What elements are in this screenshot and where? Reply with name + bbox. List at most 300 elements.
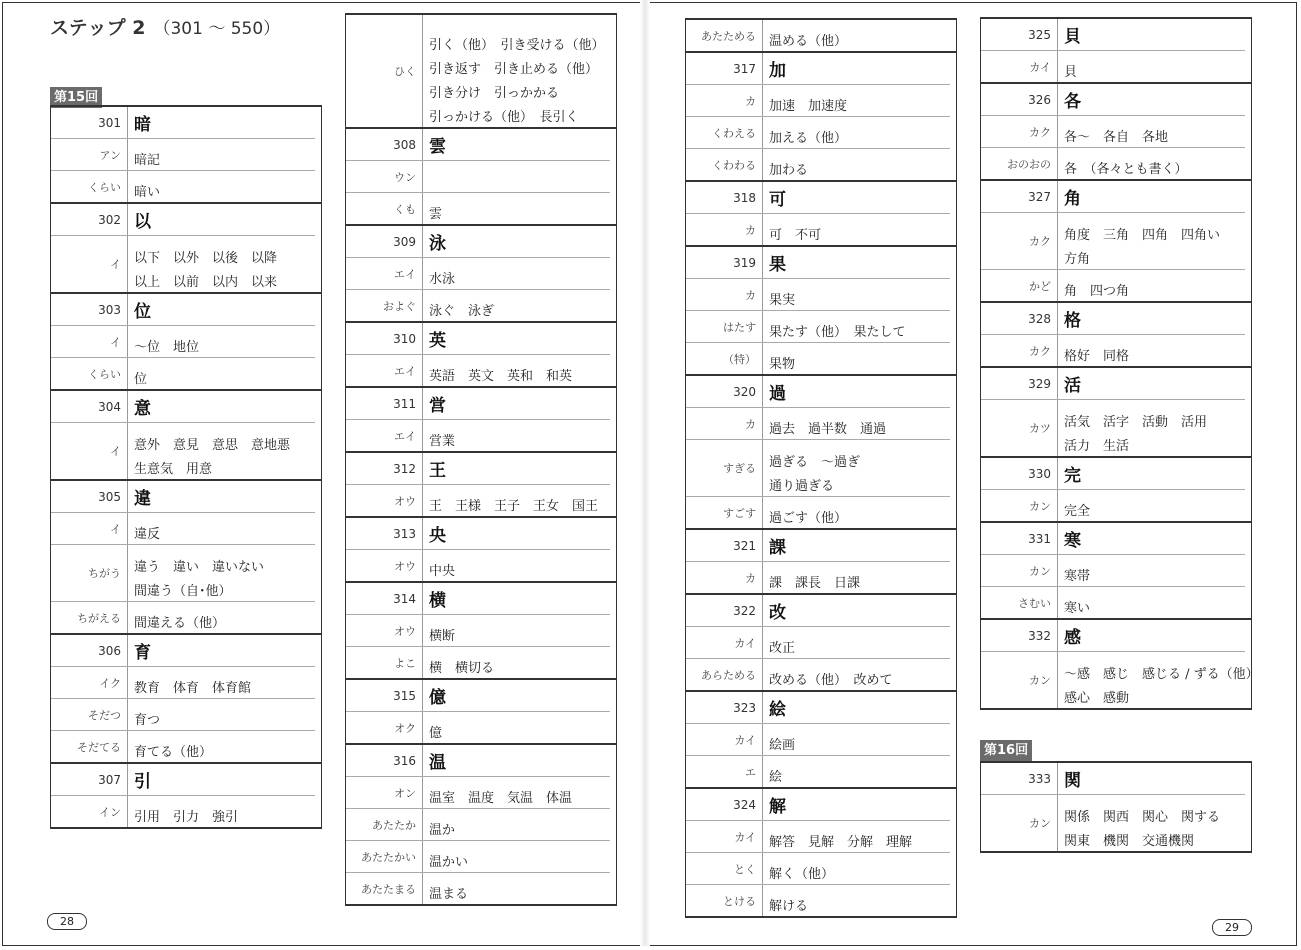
reading-label: はたす — [723, 320, 756, 334]
example-words — [127, 326, 315, 357]
example-line: 果実 — [769, 293, 796, 308]
kanji-entry — [346, 15, 616, 129]
reading-label: あたためる — [701, 29, 756, 43]
reading-row — [51, 138, 315, 170]
example-words — [1057, 652, 1259, 708]
example-words — [762, 853, 950, 884]
kanji-header-row — [686, 182, 956, 213]
reading-row — [686, 884, 950, 916]
example-words — [422, 841, 610, 872]
kanji-entry — [346, 583, 616, 680]
kanji-number: 301 — [98, 115, 121, 130]
reading-row — [346, 614, 610, 646]
kanji-entry — [346, 680, 616, 745]
kanji-number: 314 — [393, 591, 416, 606]
example-line: 雲 — [429, 207, 443, 222]
example-words — [422, 193, 610, 224]
kanji-entry — [346, 745, 616, 904]
kanji-entry — [346, 226, 616, 323]
example-line: 角度 三角 四角 四角い — [1064, 228, 1221, 243]
example-line: 暗い — [134, 185, 161, 200]
example-line: 以上 以前 以内 以来 — [134, 275, 278, 290]
kanji-character: 完 — [1057, 458, 1251, 489]
reading-row — [51, 601, 315, 633]
kanji-character: 温 — [422, 745, 616, 776]
reading-row — [981, 147, 1245, 179]
kanji-character: 引 — [127, 764, 321, 795]
reading-label: かど — [1029, 279, 1051, 293]
kanji-entry — [686, 789, 956, 916]
book-gutter — [640, 0, 650, 946]
lesson-label-15: 第15回 — [50, 87, 102, 108]
example-words — [422, 161, 610, 192]
example-words — [762, 149, 950, 180]
reading-label: カク — [1029, 125, 1051, 139]
example-line: 間違う（自･他） — [134, 584, 232, 599]
kanji-entry — [981, 303, 1251, 368]
kanji-entry — [981, 19, 1251, 84]
example-words — [422, 647, 610, 678]
kanji-character: 泳 — [422, 226, 616, 257]
reading-label: エイ — [394, 429, 416, 443]
kanji-entry — [51, 294, 321, 391]
kanji-header-row — [981, 620, 1251, 651]
reading-label: エイ — [394, 364, 416, 378]
example-line: 感心 感動 — [1064, 691, 1130, 706]
reading-label: およぐ — [383, 299, 416, 313]
kanji-entry — [346, 518, 616, 583]
kanji-character: 関 — [1057, 763, 1251, 794]
example-line: 泳ぐ 泳ぎ — [429, 304, 495, 319]
kanji-header-row — [346, 745, 616, 776]
example-words — [127, 731, 315, 762]
kanji-entry — [686, 182, 956, 247]
step-title: ステップ 2 — [50, 17, 146, 39]
kanji-entry — [51, 107, 321, 204]
reading-label: アン — [99, 148, 121, 162]
example-words — [1057, 51, 1245, 82]
kanji-number: 317 — [733, 61, 756, 76]
reading-label: オウ — [394, 559, 416, 573]
kanji-table-col3 — [685, 18, 957, 918]
kanji-character: 横 — [422, 583, 616, 614]
example-words — [422, 355, 610, 386]
example-words — [762, 497, 950, 528]
kanji-header-row — [51, 481, 321, 512]
reading-label: カク — [1029, 235, 1051, 248]
reading-row — [686, 723, 950, 755]
reading-label: すぎる — [723, 462, 756, 475]
kanji-number: 323 — [733, 700, 756, 715]
kanji-number: 306 — [98, 643, 121, 658]
example-words — [762, 724, 950, 755]
kanji-header-row — [686, 530, 956, 561]
reading-label: カイ — [734, 636, 756, 650]
kanji-header-row — [51, 107, 321, 138]
reading-row — [981, 554, 1245, 586]
kanji-entry — [686, 376, 956, 530]
kanji-header-row — [346, 388, 616, 419]
kanji-number: 330 — [1028, 466, 1051, 481]
reading-label: カ — [745, 571, 756, 585]
reading-row — [686, 407, 950, 439]
example-line: 中央 — [429, 564, 456, 579]
kanji-character: 違 — [127, 481, 321, 512]
reading-row — [51, 730, 315, 762]
example-line: 横 横切る — [429, 661, 495, 676]
reading-label: カ — [745, 288, 756, 302]
example-line: 可 不可 — [769, 228, 822, 243]
example-line: 違う 違い 違いない — [134, 560, 265, 575]
reading-label: カ — [745, 417, 756, 431]
reading-row — [51, 357, 315, 389]
kanji-entry — [51, 764, 321, 827]
kanji-header-row — [346, 680, 616, 711]
example-line: 間違える（他） — [134, 616, 226, 631]
reading-row — [51, 795, 315, 827]
step-range: （301 〜 550） — [153, 19, 281, 39]
kanji-number: 303 — [98, 302, 121, 317]
kanji-header-row — [346, 583, 616, 614]
reading-label: イ — [110, 445, 121, 458]
example-words — [762, 311, 950, 342]
kanji-character: 英 — [422, 323, 616, 354]
kanji-number: 307 — [98, 772, 121, 787]
example-line: 温める（他） — [769, 34, 848, 49]
kanji-header-row — [346, 453, 616, 484]
step-heading — [50, 13, 280, 40]
reading-row — [51, 325, 315, 357]
kanji-entry — [981, 458, 1251, 523]
kanji-header-row — [346, 129, 616, 160]
example-words — [422, 420, 610, 451]
reading-row — [346, 289, 610, 321]
example-line: 改正 — [769, 641, 796, 656]
kanji-character: 加 — [762, 53, 956, 84]
example-words — [1057, 116, 1245, 147]
kanji-entry — [686, 247, 956, 376]
reading-row — [346, 872, 610, 904]
reading-label: あらためる — [701, 668, 756, 682]
reading-row — [51, 512, 315, 544]
example-line: 王 王様 王子 王女 国王 — [429, 499, 599, 514]
example-line: 育つ — [134, 713, 161, 728]
example-line: 引き分け 引っかかる — [429, 86, 560, 101]
example-line: 過ごす（他） — [769, 511, 848, 526]
example-words — [127, 139, 315, 170]
reading-label: オウ — [394, 494, 416, 508]
kanji-header-row — [346, 323, 616, 354]
example-words — [422, 15, 616, 127]
kanji-table-col2 — [345, 13, 617, 906]
reading-label: オク — [394, 721, 416, 735]
reading-row — [346, 160, 610, 192]
example-words — [422, 615, 610, 646]
example-line: 寒い — [1064, 601, 1091, 616]
example-words — [762, 885, 950, 916]
kanji-entry — [981, 84, 1251, 181]
example-line: 〜感 感じ 感じる / ずる（他） — [1064, 667, 1259, 682]
reading-row — [981, 651, 1259, 708]
example-line: 育てる（他） — [134, 745, 213, 760]
kanji-header-row — [981, 19, 1251, 50]
kanji-number: 304 — [98, 399, 121, 414]
example-line: 温まる — [429, 887, 469, 902]
kanji-entry — [346, 323, 616, 388]
reading-label: カイ — [734, 830, 756, 844]
reading-label: イ — [110, 335, 121, 349]
kanji-number: 322 — [733, 603, 756, 618]
kanji-character: 果 — [762, 247, 956, 278]
example-line: 各 （各々とも書く） — [1064, 162, 1188, 177]
kanji-number: 305 — [98, 489, 121, 504]
kanji-entry — [686, 20, 956, 53]
kanji-header-row — [981, 368, 1251, 399]
example-line: 〜位 地位 — [134, 340, 200, 355]
reading-row — [51, 235, 315, 292]
example-words — [1057, 400, 1245, 456]
kanji-entry — [981, 368, 1251, 458]
reading-row — [686, 84, 950, 116]
reading-row — [686, 496, 950, 528]
reading-row — [686, 820, 950, 852]
reading-row — [686, 658, 950, 690]
kanji-entry — [346, 453, 616, 518]
example-words — [422, 809, 610, 840]
example-line: 加える（他） — [769, 131, 848, 146]
reading-row — [346, 646, 610, 678]
example-line: 通り過ぎる — [769, 479, 835, 494]
example-words — [762, 440, 950, 496]
reading-label: イン — [99, 805, 121, 819]
example-words — [1057, 148, 1245, 179]
example-words — [762, 214, 950, 245]
example-line: 違反 — [134, 527, 161, 542]
example-words — [422, 290, 610, 321]
kanji-header-row — [346, 518, 616, 549]
reading-row — [686, 755, 950, 787]
example-line: 果たす（他） 果たして — [769, 325, 906, 340]
reading-row — [51, 422, 315, 479]
reading-row — [51, 666, 315, 698]
kanji-character: 央 — [422, 518, 616, 549]
example-words — [1057, 490, 1245, 521]
example-line: 引く（他） 引き受ける（他） — [429, 38, 605, 53]
example-line: 過去 過半数 通過 — [769, 422, 887, 437]
kanji-number: 325 — [1028, 27, 1051, 42]
example-words — [762, 343, 950, 374]
example-line: 横断 — [429, 629, 456, 644]
reading-label: カ — [745, 223, 756, 237]
reading-label: あたたかい — [361, 850, 416, 864]
kanji-number: 331 — [1028, 531, 1051, 546]
reading-label: くわわる — [712, 158, 756, 172]
reading-row — [346, 549, 610, 581]
example-words — [127, 796, 315, 827]
reading-label: とく — [734, 862, 756, 876]
example-line: 位 — [134, 372, 148, 387]
example-words — [762, 85, 950, 116]
reading-label: カン — [1029, 564, 1051, 578]
kanji-number: 324 — [733, 797, 756, 812]
example-line: 各〜 各自 各地 — [1064, 130, 1169, 145]
example-words — [127, 358, 315, 389]
reading-row — [981, 334, 1245, 366]
reading-row — [981, 115, 1245, 147]
example-line: 温か — [429, 823, 456, 838]
reading-row — [346, 257, 610, 289]
example-line: 貝 — [1064, 65, 1078, 80]
reading-label: カク — [1029, 344, 1051, 358]
example-words — [762, 821, 950, 852]
reading-label: ちがえる — [77, 611, 121, 625]
reading-row — [686, 116, 950, 148]
kanji-header-row — [51, 204, 321, 235]
reading-label: イク — [99, 676, 121, 690]
reading-row — [981, 50, 1245, 82]
reading-row — [346, 776, 610, 808]
example-words — [127, 236, 315, 292]
kanji-entry — [346, 388, 616, 453]
reading-label: オウ — [394, 624, 416, 638]
reading-label: イ — [110, 258, 121, 271]
kanji-header-row — [686, 247, 956, 278]
kanji-header-row — [981, 303, 1251, 334]
example-line: 生意気 用意 — [134, 462, 213, 477]
kanji-header-row — [51, 294, 321, 325]
kanji-character: 各 — [1057, 84, 1251, 115]
reading-row — [981, 212, 1245, 269]
example-words — [422, 777, 610, 808]
example-words — [422, 258, 610, 289]
reading-row — [346, 354, 610, 386]
reading-row — [346, 711, 610, 743]
kanji-number: 309 — [393, 234, 416, 249]
example-line: 億 — [429, 726, 443, 741]
example-line: 格好 同格 — [1064, 349, 1130, 364]
reading-label: すごす — [723, 506, 756, 520]
kanji-number: 326 — [1028, 92, 1051, 107]
kanji-header-row — [686, 595, 956, 626]
kanji-entry — [981, 181, 1251, 303]
example-line: 加速 加速度 — [769, 99, 848, 114]
reading-row — [686, 148, 950, 180]
example-line: 絵 — [769, 770, 783, 785]
kanji-number: 313 — [393, 526, 416, 541]
example-words — [1057, 587, 1245, 618]
kanji-number: 321 — [733, 538, 756, 553]
reading-row — [346, 840, 610, 872]
kanji-character: 貝 — [1057, 19, 1251, 50]
example-line — [429, 181, 610, 190]
reading-row — [686, 626, 950, 658]
kanji-header-row — [981, 181, 1251, 212]
kanji-character: 解 — [762, 789, 956, 820]
example-line: 角 四つ角 — [1064, 284, 1130, 299]
example-line: 寒帯 — [1064, 569, 1091, 584]
kanji-header-row — [981, 84, 1251, 115]
reading-label: カン — [1029, 674, 1051, 687]
reading-label: カ — [745, 94, 756, 108]
reading-label: くらい — [88, 180, 121, 194]
kanji-entry — [51, 204, 321, 294]
kanji-number: 311 — [393, 396, 416, 411]
kanji-header-row — [51, 764, 321, 795]
kanji-header-row — [686, 53, 956, 84]
example-words — [1057, 335, 1245, 366]
kanji-entry — [686, 530, 956, 595]
kanji-character: 王 — [422, 453, 616, 484]
example-words — [127, 171, 315, 202]
kanji-character: 改 — [762, 595, 956, 626]
example-words — [127, 545, 315, 601]
example-line: 加わる — [769, 163, 809, 178]
kanji-header-row — [686, 692, 956, 723]
kanji-header-row — [981, 763, 1251, 794]
example-line: 活力 生活 — [1064, 439, 1130, 454]
example-line: 関東 機関 交通機関 — [1064, 834, 1195, 849]
kanji-character: 過 — [762, 376, 956, 407]
kanji-number: 319 — [733, 255, 756, 270]
reading-row — [686, 852, 950, 884]
kanji-header-row — [981, 458, 1251, 489]
kanji-number: 310 — [393, 331, 416, 346]
kanji-character: 位 — [127, 294, 321, 325]
reading-label: カイ — [1029, 60, 1051, 74]
example-words — [1057, 213, 1245, 269]
reading-label: とける — [723, 894, 756, 908]
example-words — [762, 408, 950, 439]
example-line: 以下 以外 以後 以降 — [134, 251, 278, 266]
reading-label: ウン — [394, 170, 416, 184]
example-line: 暗記 — [134, 153, 161, 168]
reading-label: あたたまる — [361, 882, 416, 896]
example-words — [762, 117, 950, 148]
kanji-character: 育 — [127, 635, 321, 666]
reading-label: イ — [110, 522, 121, 536]
example-words — [127, 423, 315, 479]
kanji-header-row — [51, 635, 321, 666]
example-line: 教育 体育 体育館 — [134, 681, 252, 696]
reading-row — [686, 561, 950, 593]
kanji-entry — [51, 481, 321, 635]
reading-row — [346, 192, 610, 224]
kanji-number: 315 — [393, 688, 416, 703]
reading-row — [686, 310, 950, 342]
kanji-header-row — [686, 376, 956, 407]
reading-label: カツ — [1029, 422, 1051, 435]
reading-row — [346, 808, 610, 840]
kanji-character: 活 — [1057, 368, 1251, 399]
kanji-number: 318 — [733, 190, 756, 205]
kanji-number: 302 — [98, 212, 121, 227]
kanji-number: 329 — [1028, 376, 1051, 391]
kanji-header-row — [51, 391, 321, 422]
kanji-entry — [981, 620, 1259, 708]
kanji-table-col1 — [50, 105, 322, 829]
kanji-character: 雲 — [422, 129, 616, 160]
reading-label: おのおの — [1007, 157, 1051, 171]
example-line: 解ける — [769, 899, 809, 914]
example-line: 引き返す 引き止める（他） — [429, 62, 599, 77]
example-line: 意外 意見 意思 意地悪 — [134, 438, 291, 453]
reading-label: カイ — [734, 733, 756, 747]
kanji-number: 327 — [1028, 189, 1051, 204]
example-line: 改める（他） 改めて — [769, 673, 893, 688]
kanji-number: 332 — [1028, 628, 1051, 643]
reading-row — [346, 419, 610, 451]
example-words — [422, 485, 610, 516]
